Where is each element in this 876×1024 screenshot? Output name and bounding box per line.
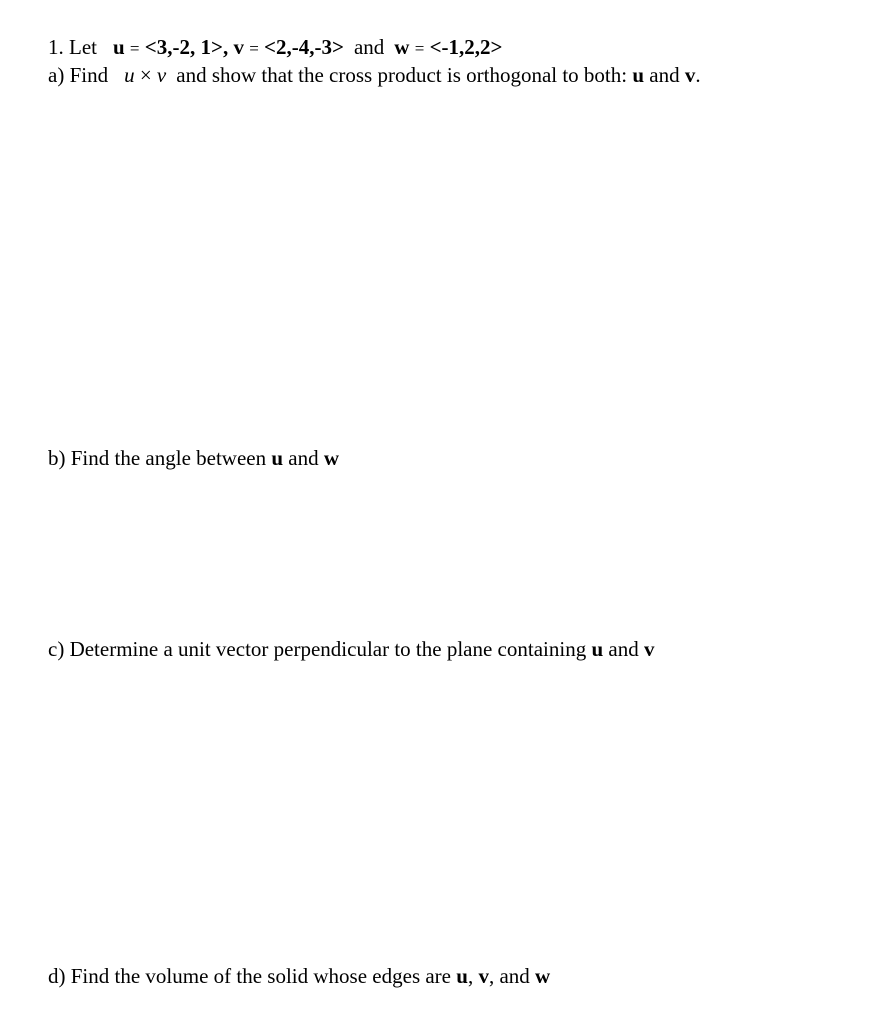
intro-prefix: 1. Let (48, 35, 97, 59)
cross-times-symbol: × (139, 63, 152, 87)
part-c-and: and (608, 637, 639, 661)
part-d-text: d) Find the volume of the solid whose edges are (48, 964, 451, 988)
part-c-text: c) Determine a unit vector perpendicular to the plane containing (48, 637, 587, 661)
cross-expr-u: u (124, 63, 135, 87)
part-a-label: a) Find (48, 63, 109, 87)
part-d-bold-w: w (535, 964, 551, 988)
part-d-question (48, 963, 550, 989)
part-b-and: and (288, 446, 319, 470)
intro-and: and (353, 35, 385, 59)
part-d-comma: , (467, 964, 474, 988)
equals-sign: = (414, 39, 425, 58)
vector-u-label: u (112, 35, 125, 59)
vector-v-label: v (233, 35, 244, 59)
part-c-bold-v: v (643, 637, 655, 661)
part-a-bold-v: v (684, 63, 696, 87)
part-b-bold-w: w (323, 446, 340, 470)
part-b-question (48, 445, 339, 471)
problem-intro-line (48, 34, 503, 62)
equals-sign: = (249, 39, 259, 58)
part-a-period: . (695, 63, 701, 87)
part-d-bold-v: v (478, 964, 489, 988)
vector-v-value: <2,-4,-3> (264, 35, 344, 59)
equals-sign: = (129, 39, 140, 58)
cross-expr-v: v (156, 63, 167, 87)
part-c-bold-u: u (591, 637, 604, 661)
part-a-and: and (649, 63, 680, 87)
vector-w-value: <-1,2,2> (429, 35, 503, 59)
part-b-text: b) Find the angle between (48, 446, 267, 470)
part-a-bold-u: u (632, 63, 645, 87)
part-c-question (48, 636, 654, 662)
part-a-question (48, 62, 701, 88)
part-d-bold-u: u (456, 964, 468, 988)
vector-w-label: w (394, 35, 410, 59)
part-a-text: and show that the cross product is orthogonal to both: (176, 63, 628, 87)
part-b-bold-u: u (271, 446, 284, 470)
part-d-comma-and: , and (488, 964, 530, 988)
vector-u-value: <3,-2, 1>, (144, 35, 229, 59)
